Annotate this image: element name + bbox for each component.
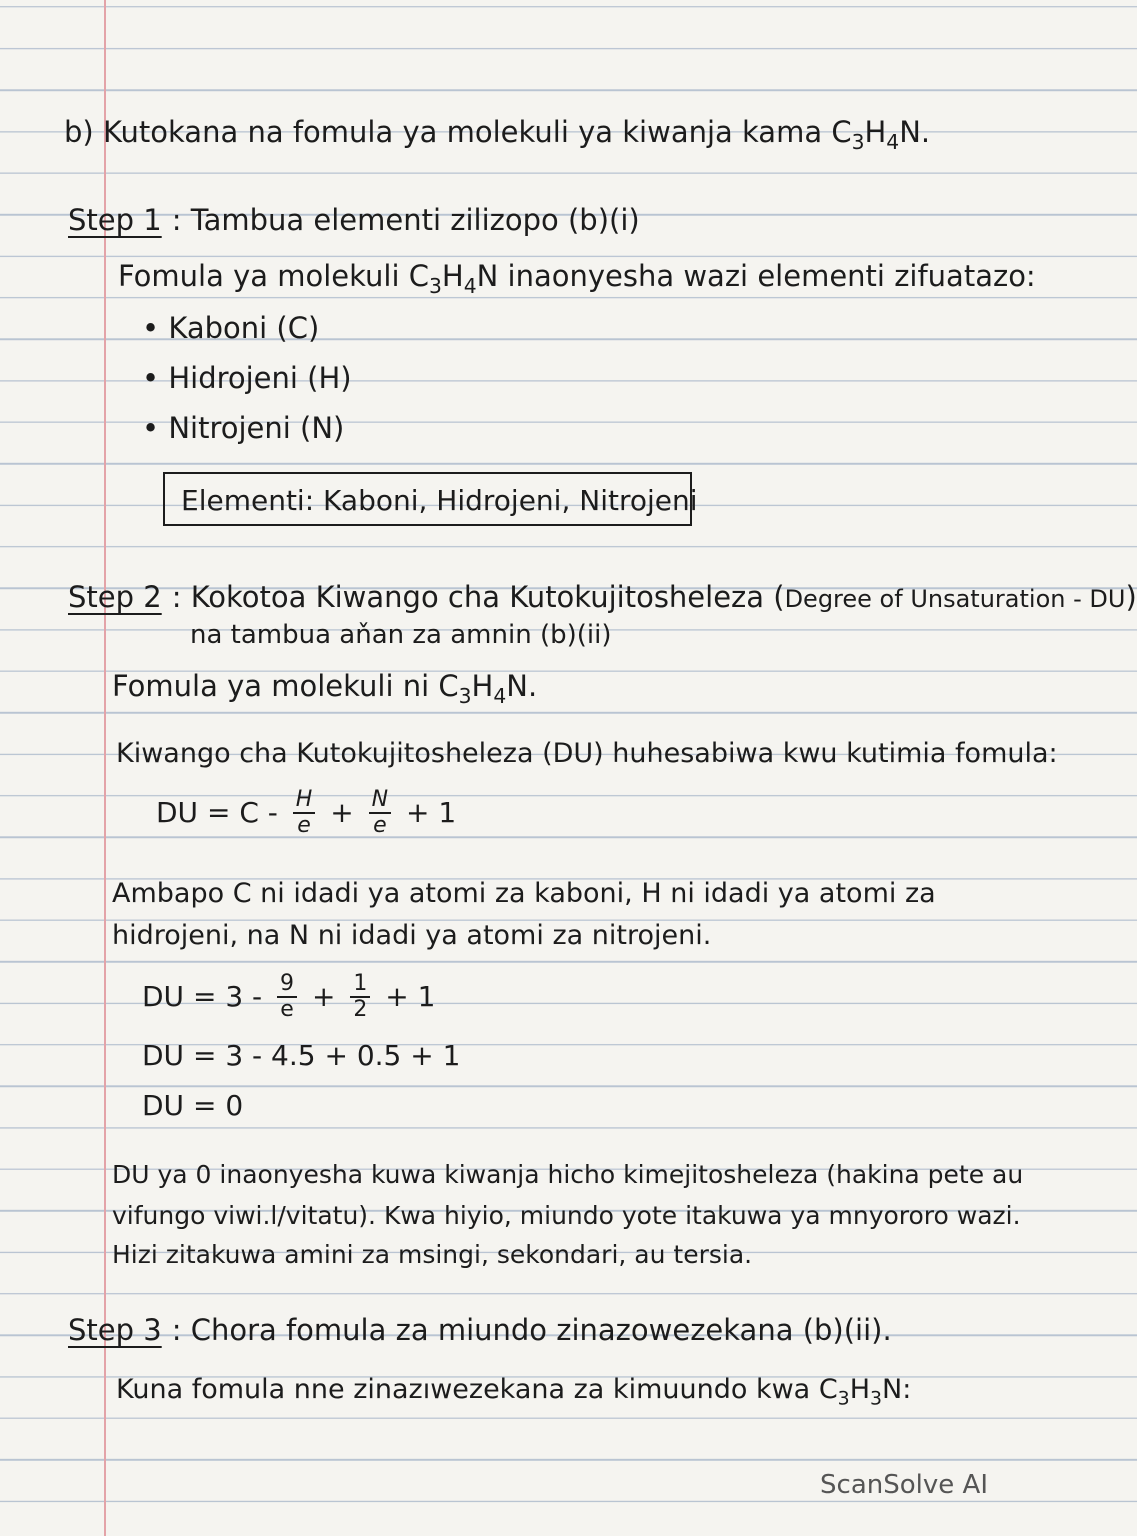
scansolve-watermark: ScanSolve AI (820, 1470, 988, 1500)
calc-fraction-2: $\frac{1}{2}$ (350, 972, 370, 1022)
step2-label: Step 2 (68, 580, 162, 614)
step3-line: Kuna fomula nne zinazıwezekana za kimuundo kwa $C_3H_3N$: (116, 1374, 912, 1410)
du-calc-2: DU = 3 - 4.5 + 0.5 + 1 (142, 1039, 461, 1072)
du-explanation-line: Ambapo C ni idadi ya atomi za kaboni, H ni idadi ya atomi za (112, 878, 936, 909)
step3-label: Step 3 (68, 1313, 162, 1347)
step2-formula: $C_3H_4N$. (438, 669, 538, 708)
du-calc-1: DU = 3 - $\frac{9}{e}$ + $\frac{1}{2}$ + 1 (142, 971, 436, 1023)
du-fraction-h: $\frac{H}{e}$ (293, 788, 316, 838)
step1-title: : Tambua elementi zilizopo (b)(i) (171, 203, 640, 237)
step2-title-line2: na tambua aňan za amnin (b)(ii) (190, 620, 612, 650)
list-item: • Kaboni (C) (142, 311, 320, 345)
conclusion-line: DU ya 0 inaonyesha kuwa kiwanja hicho kimejitosheleza (hakina pete au (112, 1160, 1024, 1189)
part-b-label: b) (64, 115, 94, 149)
step1-formula: $C_3H_4N$ (408, 259, 499, 298)
step2-formula-line: Fomula ya molekuli ni $C_3H_4N$. (112, 669, 538, 708)
step2-heading: Step 2 : Kokotoa Kiwango cha Kutokujitosheleza (Degree of Unsaturation - DU) (68, 580, 1137, 614)
conclusion-line: Hizi zitakuwa amini za msingi, sekondari, au tersia. (112, 1240, 753, 1269)
part-b-heading (64, 115, 931, 154)
list-item: • Nitrojeni (N) (142, 411, 345, 445)
step1-heading (68, 203, 640, 237)
calc-fraction-1: $\frac{9}{e}$ (277, 972, 297, 1022)
step1-intro: Fomula ya molekuli $C_3H_4N$ inaonyesha wazi elementi zifuatazo: (118, 259, 1036, 298)
step3-heading (68, 1313, 892, 1347)
du-intro: Kiwango cha Kutokujitosheleza (DU) huhesabiwa kwu kutimia fomula: (116, 738, 1058, 769)
step3-formula: $C_3H_3N$: (818, 1374, 912, 1410)
step2-title: : Kokotoa Kiwango cha Kutokujitosheleza ( (171, 580, 785, 614)
list-item: • Hidrojeni (H) (142, 361, 352, 395)
step1-label: Step 1 (68, 203, 162, 237)
step1-answer-text: Elementi: Kaboni, Hidrojeni, Nitrojeni (181, 484, 698, 517)
du-explanation-line: hidrojeni, na N ni idadi ya atomi za nitrojeni. (112, 920, 712, 951)
du-fraction-n: $\frac{N}{e}$ (369, 788, 391, 838)
part-b-formula: $C_3H_4N$. (831, 115, 931, 154)
du-calc-3: DU = 0 (142, 1089, 244, 1122)
du-formula: DU = C - $\frac{H}{e}$ + $\frac{N}{e}$ + 1 (156, 787, 457, 839)
step3-title: : Chora fomula za miundo zinazowezekana (b)(ii). (171, 1313, 892, 1347)
part-b-text: Kutokana na fomula ya molekuli ya kiwanja kama (102, 115, 823, 149)
conclusion-line: vifungo viwi.l/vitatu). Kwa hiyio, miundo yote itakuwa ya mnyororo wazi. (112, 1201, 1021, 1230)
step1-answer-box (163, 472, 698, 526)
